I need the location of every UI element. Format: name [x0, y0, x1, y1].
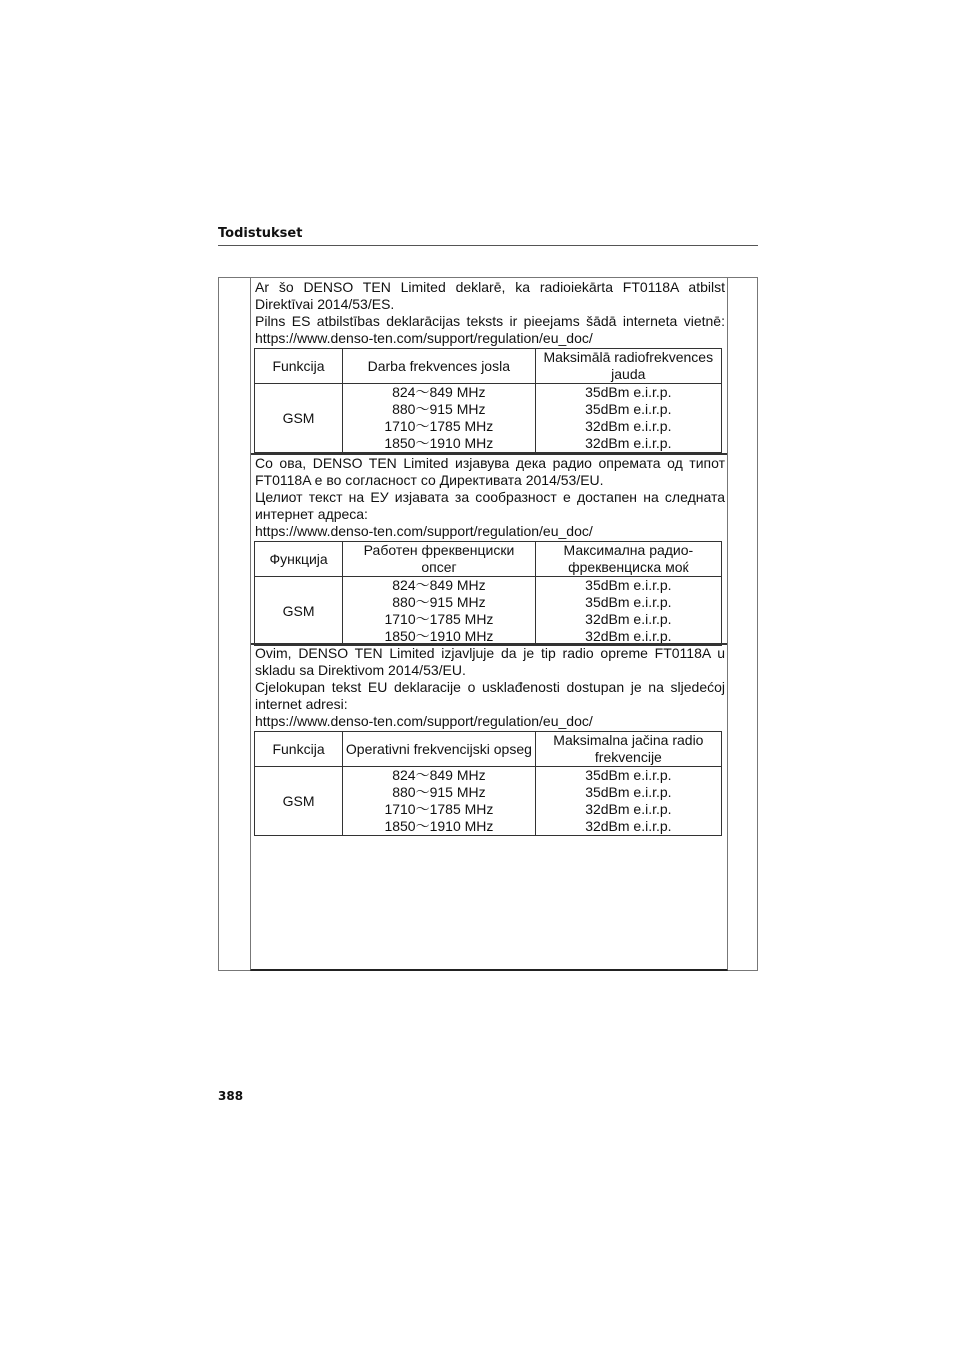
cell-powers [535, 767, 721, 836]
power-value: 32dBm e.i.r.p. [585, 435, 672, 451]
declaration-line: skladu sa Direktivom 2014/53/EU. [255, 662, 466, 678]
declaration-line: Ovim, DENSO TEN Limited izjavljuje da je tip radio opreme FT0118A u [255, 645, 725, 661]
power-value: 35dBm e.i.r.p. [585, 594, 672, 610]
header-power: Maksimālā radiofrekvences jauda [535, 349, 721, 384]
band-value: 824～849 MHz [392, 767, 486, 783]
band-value: 1850～1910 MHz [384, 628, 494, 644]
power-value: 32dBm e.i.r.p. [585, 628, 672, 644]
power-value: 32dBm e.i.r.p. [585, 801, 672, 817]
band-value: 1710～1785 MHz [384, 611, 494, 627]
cell-bands [343, 767, 536, 836]
declaration-url: https://www.denso-ten.com/support/regulation/eu_doc/ [255, 713, 593, 729]
power-value: 35dBm e.i.r.p. [585, 384, 672, 400]
cell-bands [343, 384, 536, 453]
band-value: 880～915 MHz [392, 784, 486, 800]
band-value: 1710～1785 MHz [384, 801, 494, 817]
frequency-table [254, 541, 722, 646]
declaration-line: Целиот текст на ЕУ изјавата за сообразност е достапен на следната [255, 489, 725, 505]
header-band: Darba frekvences josla [343, 349, 536, 384]
content-column [250, 277, 728, 971]
declaration-line: интернет адреса: [255, 506, 368, 522]
power-value: 32dBm e.i.r.p. [585, 611, 672, 627]
declaration-line: FT0118A е во согласност со Директивата 2014/53/EU. [255, 472, 604, 488]
cell-bands [343, 577, 536, 646]
cell-powers [535, 577, 721, 646]
power-value: 35dBm e.i.r.p. [585, 577, 672, 593]
band-value: 1850～1910 MHz [384, 435, 494, 451]
declaration-latvian [251, 279, 727, 453]
header-function: Функција [255, 542, 343, 577]
band-value: 824～849 MHz [392, 384, 486, 400]
header-band: Operativni frekvencijski opseg [343, 732, 536, 767]
power-value: 32dBm e.i.r.p. [585, 418, 672, 434]
declaration-line: internet adresi: [255, 696, 348, 712]
header-power: Maksimalna jačina radio frekvencije [535, 732, 721, 767]
power-value: 35dBm e.i.r.p. [585, 767, 672, 783]
table-header-row [255, 349, 722, 384]
frequency-table [254, 348, 722, 453]
declaration-text [251, 645, 727, 730]
section-title: Todistukset [218, 226, 758, 246]
declaration-line: Direktīvai 2014/53/ES. [255, 296, 395, 312]
page-number: 388 [218, 1089, 244, 1103]
band-value: 880～915 MHz [392, 594, 486, 610]
declaration-line: Pilns ES atbilstības deklarācijas teksts ir pieejams šādā interneta vietnē: [255, 313, 725, 329]
declaration-macedonian [251, 453, 727, 646]
declaration-url: https://www.denso-ten.com/support/regulation/eu_doc/ [255, 523, 593, 539]
power-value: 35dBm e.i.r.p. [585, 784, 672, 800]
cell-function: GSM [255, 577, 343, 646]
page-frame [218, 277, 758, 971]
frequency-table [254, 731, 722, 836]
header-function: Funkcija [255, 349, 343, 384]
band-value: 824～849 MHz [392, 577, 486, 593]
cell-function: GSM [255, 767, 343, 836]
declaration-line: Ar šo DENSO TEN Limited deklarē, ka radioiekārta FT0118A atbilst [255, 279, 725, 295]
header-function: Funkcija [255, 732, 343, 767]
band-value: 880～915 MHz [392, 401, 486, 417]
declaration-text [251, 279, 727, 347]
table-row [255, 767, 722, 836]
header-band: Работен фреквенциски опсег [343, 542, 536, 577]
table-header-row [255, 732, 722, 767]
table-row [255, 384, 722, 453]
declaration-url: https://www.denso-ten.com/support/regulation/eu_doc/ [255, 330, 593, 346]
declaration-bosnian [251, 643, 727, 836]
cell-function: GSM [255, 384, 343, 453]
header-power: Максимална радио-фреквенциска моќ [535, 542, 721, 577]
power-value: 35dBm e.i.r.p. [585, 401, 672, 417]
band-value: 1850～1910 MHz [384, 818, 494, 834]
table-header-row [255, 542, 722, 577]
declaration-text [251, 455, 727, 540]
cell-powers [535, 384, 721, 453]
declaration-line: Cjelokupan tekst EU deklaracije o usklađenosti dostupan je na sljedećoj [255, 679, 725, 695]
band-value: 1710～1785 MHz [384, 418, 494, 434]
table-row [255, 577, 722, 646]
declaration-line: Со ова, DENSO TEN Limited изјавува дека радио опремата од типот [255, 455, 725, 471]
power-value: 32dBm e.i.r.p. [585, 818, 672, 834]
